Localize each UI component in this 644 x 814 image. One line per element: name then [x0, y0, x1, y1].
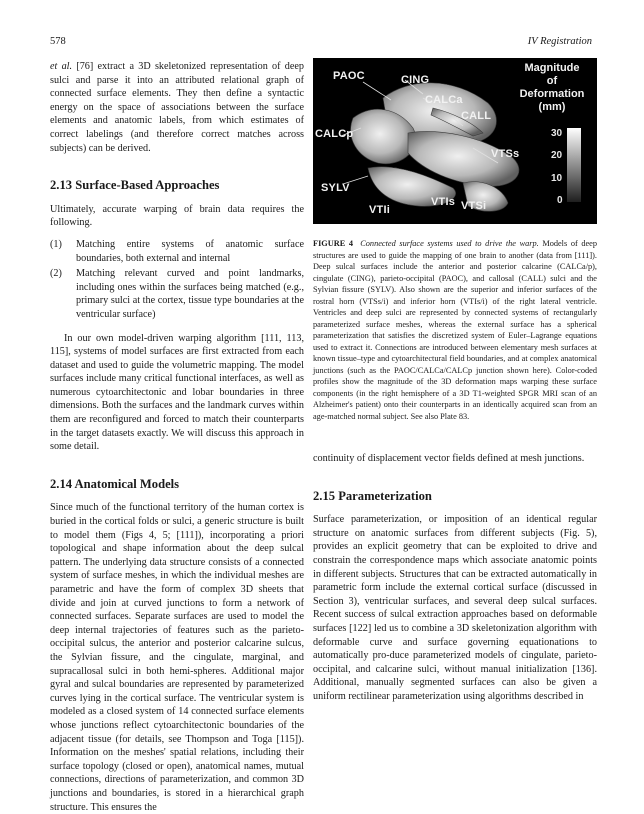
intro-paragraph	[50, 60, 304, 155]
section-2-13-title: 2.13 Surface-Based Approaches	[50, 178, 220, 193]
label-vtsi: VTSi	[461, 200, 487, 212]
label-vtis: VTIs	[431, 196, 456, 208]
list-item-text: Matching relevant curved and point landmarks, including ones within the surfaces being matched (e.g., primary sulci at the cortex, tissue type boundaries at the ventricular surface)	[76, 268, 304, 320]
running-title: IV Registration	[527, 36, 592, 47]
list-item-number: (1)	[50, 238, 62, 250]
figure-4-caption	[313, 238, 597, 422]
section-2-15-title: 2.15 Parameterization	[313, 488, 432, 503]
section-2-15-body: Surface parameterization, or imposition of an identical regular structure on anatomic surfaces from different subjects (Fig. 5), provides an explicit geometry that can be exploited to drive and constrain the correspondence maps which associate anatomic points in different subjects. Structures that can be extracted automatically in parametric form include the external cortical surface (discussed in Section 3), ventricular surfaces, and several deep sulcal surfaces. Recent success of sulcal extraction approaches based on deformable surfaces [122] led us to combine a 3D skeletonization algorithm with deformable curve and surface governing equationations to automatically pro-duce parameterized models of cingulate, parieto-occipital, and calcarine sulci, without manual initialization [136]. Additional, manually segmented surfaces can also be given a uniform rectilinear parameterization using algorithms described in	[313, 514, 597, 702]
label-calcp: CALCp	[315, 128, 354, 140]
caption-title: Connected surface systems used to drive the warp.	[360, 239, 539, 248]
left-column	[50, 60, 304, 814]
colorbar-tick: 10	[551, 173, 563, 184]
right-column	[313, 452, 597, 704]
figure-4-image	[313, 58, 597, 224]
list-item	[50, 238, 304, 265]
colorbar-title-line: Magnitude	[524, 62, 580, 74]
label-vtss: VTSs	[491, 148, 520, 160]
list-item	[50, 267, 304, 321]
label-vtii: VTIi	[369, 204, 390, 216]
caption-label: FIGURE 4	[313, 239, 354, 248]
deformation-colorbar	[567, 128, 581, 202]
list-item-text: Matching entire systems of anatomic surface boundaries, both external and internal	[76, 238, 304, 264]
colorbar-title-line: (mm)	[538, 101, 566, 113]
colorbar-title-line: of	[546, 75, 558, 87]
label-call: CALL	[461, 110, 492, 122]
requirements-list	[50, 238, 304, 322]
label-cing: CING	[401, 74, 430, 86]
page-number: 578	[50, 36, 66, 47]
list-item-number: (2)	[50, 268, 62, 280]
label-paoc: PAOC	[333, 70, 365, 82]
section-2-14-title: 2.14 Anatomical Models	[50, 476, 180, 491]
colorbar-title	[509, 62, 595, 114]
intro-text: [76] extract a 3D skeletonized representation of deep sulci and parse it into an attributed relational graph of connected surface elements. They then define a syntactic energy on the space of associations between the surface elements and anatomic labels, from which estimates of correct labelings (and therefore correct matches across subjects) can be derived.	[50, 61, 305, 154]
section-2-13-intro: Ultimately, accurate warping of brain data requires the following.	[50, 203, 304, 229]
label-calca: CALCa	[425, 94, 463, 106]
colorbar-tick: 30	[551, 128, 563, 139]
colorbar-tick: 20	[551, 150, 563, 161]
section-2-13-body: In our own model-driven warping algorithm [111, 113, 115], systems of model surfaces are first extracted from each dataset and used to guide the volumetric mapping. The model surfaces include many critical functional interfaces, as well as numerous cytoarchitectonic and lobar boundaries in three dimensions. Both the surfaces and the landmark curves within them are reconfigured and forced to match their counterparts in the target datasets exactly. We will discuss this approach in some detail.	[50, 332, 304, 453]
caption-body: Models of deep structures are used to guide the mapping of one brain to another (data from [111]). Deep sulcal surfaces include the anterior and posterior calcarine (CALCa/p), cingulate (CING), parieto-occipital (PAOC), and callosal (CALL) sulci and the Sylvian fissure (SYLV). Also shown are the superior and inferior surfaces of the rostral horn (VTSs/i) and inferior horn (VTIs/i) of the right lateral ventricle. Ventricles and deep sulci are represented by connected systems of rectangularly parameterized surface meshes, whereas the external surface has a spherical parameterization that satisfies the discretized system of Euler–Lagrange equations used to extract it. Connections are introduced between elementary mesh surfaces at known tissue–type and cytoarchitectural field boundaries, and at complex anatomical junctions (such as the PAOC/CALCa/CALCp junction shown here). Color-coded profiles show the magnitude of the 3D deformation maps warping these surface components (in the right hemisphere of a 3D T1-weighted SPGR MRI scan of an Alzheimer's patient) onto their counterparts in an identically acquired scan from an age-matched normal subject. See also Plate 83.	[313, 239, 597, 421]
continuation-paragraph: continuity of displacement vector fields defined at mesh junctions.	[313, 453, 585, 464]
colorbar-title-line: Deformation	[519, 88, 585, 100]
intro-lead: et al.	[50, 61, 73, 72]
section-2-14-body: Since much of the functional territory of the human cortex is buried in the cortical folds or sulci, a generic structure is built to model them (Figs 4, 5; [111]), incorporating a priori topological and shape information about the deep sulcal pattern. The underlying data structure consists of a connected system of surface meshes, in which the individual meshes are parametric and have the form of complex 3D sheets that divide and join at curved junctions to form a network of connected surfaces. Separate surfaces are used to model the deep internal trajectories of features such as the parieto-occipital sulcus, the anterior and posterior calcarine sulcus, the Sylvian fissure, and the cingulate, marginal, and supracallosal sulci in both hemi-spheres. Additional major gyral and sulcal boundaries are represented by parameterized curves lying in the cortical surface. The ventricular system is modeled as a closed system of 14 connected surface elements whose junctions reflect cytoarchitectonic boundaries of the adjacent tissue (for details, see Thompson and Toga [115]). Information on the meshes' spatial relations, including their surface topology (closed or open), anatomical names, mutual connections, directions of parameterization, and common 3D junctions and boundaries, is stored in a hierarchical graph structure. This ensures the	[50, 502, 304, 813]
colorbar-tick: 0	[557, 195, 563, 206]
label-sylv: SYLV	[321, 182, 350, 194]
